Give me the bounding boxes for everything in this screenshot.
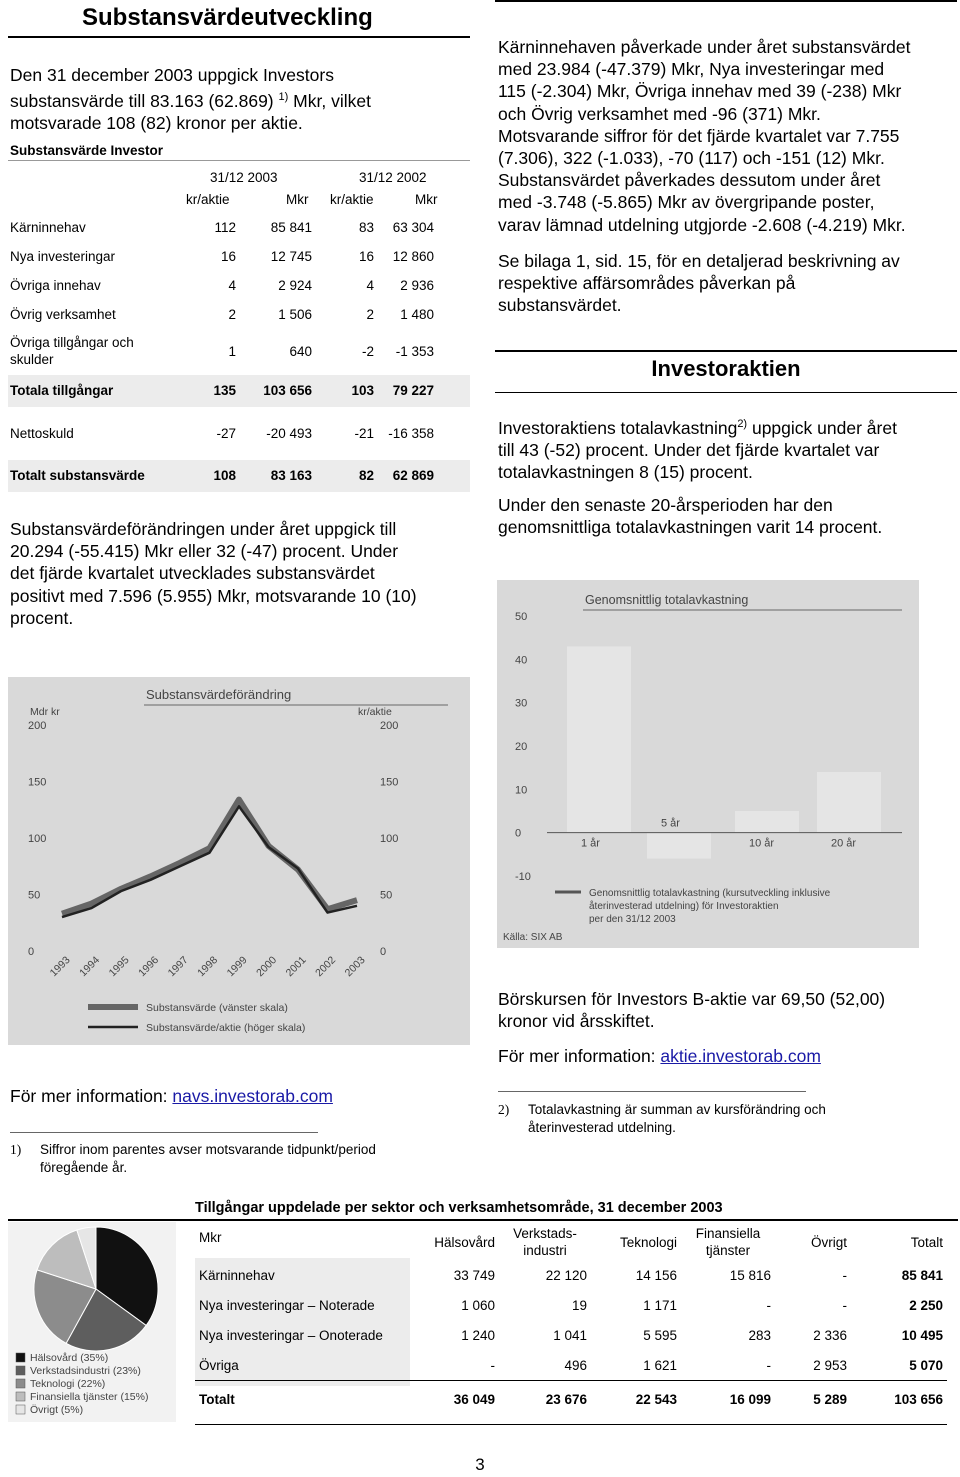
assets-table: [195, 1224, 947, 1419]
x-tick-label: 2001: [283, 954, 309, 980]
substansvarde-rows: [10, 213, 434, 373]
more-info-left: För mer information: navs.investorab.com: [10, 1086, 333, 1106]
legend-label: Övrigt (5%): [30, 1404, 84, 1416]
total-row: [10, 461, 434, 490]
assets-title: Tillgångar uppdelade per sektor och verksamhetsområde, 31 december 2003: [195, 1200, 723, 1216]
left-tick: 100: [28, 833, 47, 845]
right-top-rule: [495, 0, 957, 2]
assets-bottom-rule: [195, 1424, 947, 1425]
left-tick: 200: [28, 720, 47, 732]
pie-chart: [8, 1222, 176, 1422]
x-tick-label: 1995: [106, 954, 132, 980]
footnote-1: 1) Siffror inom parentes avser motsvarande tidpunkt/period föregående år.: [10, 1142, 376, 1175]
line-chart-svg: [8, 677, 470, 1045]
substansvarde-table: 31/12 2003 31/12 2002 kr/aktie Mkr kr/aktie Mkr: [186, 170, 438, 207]
table-row: Övriga innehav 4 2 924 4 2 936: [10, 278, 434, 293]
table-row: Övrig verksamhet 2 1 506 2 1 480: [10, 307, 434, 322]
bar-3: [735, 811, 799, 833]
x-tick-label: 1996: [136, 954, 162, 980]
legend-swatch: [16, 1379, 25, 1388]
page-number: 3: [475, 1455, 485, 1474]
x-tick-label: 2002: [313, 954, 339, 980]
table-row: Nya investeringar 16 12 745 16 12 860: [10, 249, 434, 264]
legend-swatch: [16, 1392, 25, 1401]
navs-link[interactable]: navs.investorab.com: [172, 1086, 333, 1106]
series-line-1: [62, 800, 357, 914]
line-chart: [8, 677, 470, 1045]
legend-label: Hälsovård (35%): [30, 1352, 109, 1364]
y-tick: 20: [515, 741, 528, 753]
right-tick: 50: [380, 889, 393, 902]
x-tick-label: 2000: [254, 954, 280, 980]
investor-paragraph-1: Investoraktiens totalavkastning$^{2)}$ uppgick under året till 43 (-52) procent. Under det fjärde kvartalet var totalavkastningen 8 (15) procent.: [498, 417, 897, 483]
chart-note: Genomsnittlig totalavkastning (kursutveckling inklusive: [589, 888, 831, 899]
boers-paragraph: Börskursen för Investors B-aktie var 69,50 (52,00) kronor vid årsskiftet.: [498, 989, 886, 1032]
series-line-2: [62, 806, 357, 917]
x-tick-label: 1998: [195, 954, 221, 980]
table-title: Substansvärde Investor: [10, 143, 164, 158]
table-row: Nettoskuld -27 -20 493 -21 -16 358: [10, 426, 434, 441]
investor-paragraph-2: Under den senaste 20-årsperioden har den genomsnittliga totalavkastningen varit 14 procent.: [498, 495, 883, 538]
table-row: Övriga - 496 1 621 - 2 953 5 070: [199, 1357, 943, 1373]
section-rule: [495, 350, 957, 352]
chart-title: Genomsnittlig totalavkastning: [585, 593, 749, 607]
substansvarde-total-rows: [10, 376, 434, 405]
legend-label: Finansiella tjänster (15%): [30, 1391, 149, 1403]
footnote-rule: [498, 1091, 806, 1092]
right-paragraph-2: Se bilaga 1, sid. 15, för en detaljerad beskrivning av respektive affärsområdes påverkan på substansvärdet.: [498, 251, 900, 316]
legend-swatch: [16, 1366, 25, 1375]
table-row: Totalt 36 049 23 676 22 543 16 099 5 289 103 656: [195, 1381, 947, 1419]
right-unit: kr/aktie: [358, 706, 392, 718]
table-row: Nya investeringar – Noterade 1 060 19 1 171 - - 2 250: [199, 1297, 943, 1313]
category-label: 5 år: [661, 817, 680, 830]
bar-2: [647, 833, 711, 859]
right-paragraph-1: Kärninnehaven påverkade under året substansvärdet med 23.984 (-47.379) Mkr, Nya investeringar med 115 (-2.304) Mkr, Övriga innehav med 39 (-238) Mkr och Övrig verksamhet med -96 (371) Mkr. Motsvarande siffror för det fjärde kvartalet var 7.755 (7.306), 322 (-1.033), -70 (117) och -151 (12) Mkr. Substansvärdet påverkades dessutom under året med -3.748 (-5.865) Mkr av övergripande poster, varav lämnad utdelning utgjorde -2.608 (-4.219) Mkr.: [498, 37, 911, 235]
intro-paragraph: Den 31 december 2003 uppgick Investors substansvärde till 83.163 (62.869) $^{1)}$ Mkr, vilket motsvarade 108 (82) kronor per aktie.: [10, 65, 371, 134]
nettoskuld-row: [10, 419, 434, 448]
category-label: 10 år: [749, 837, 775, 850]
category-label: 20 år: [831, 837, 857, 850]
right-tick: 200: [380, 720, 399, 732]
right-tick: 100: [380, 833, 399, 845]
x-tick-label: 1993: [47, 954, 73, 980]
legend-label: Teknologi (22%): [30, 1378, 106, 1390]
bar-4: [817, 772, 881, 833]
assets-header-row: Mkr Hälsovård Verkstads-industri Teknologi Finansiella tjänster Övrigt Totalt: [199, 1226, 943, 1258]
table-row: Kärninnehav 112 85 841 83 63 304: [10, 220, 434, 235]
y-tick: 40: [515, 654, 528, 667]
investor-section-title: Investoraktien: [651, 356, 801, 381]
y-tick: -10: [515, 871, 531, 883]
legend-swatch: [16, 1405, 25, 1414]
legend-label: Substansvärde/aktie (höger skala): [146, 1022, 306, 1034]
x-tick-label: 1994: [77, 954, 103, 980]
y-tick: 50: [515, 611, 528, 623]
chart-title: Substansvärdeförändring: [146, 687, 292, 702]
table-row: Totala tillgångar 135 103 656 103 79 227: [10, 383, 434, 398]
aktie-link[interactable]: aktie.investorab.com: [660, 1046, 821, 1066]
chart-note: återinvesterad utdelning) för Investoraktien: [589, 901, 779, 912]
pie-chart-svg: [8, 1222, 176, 1422]
table-row: Nya investeringar – Onoterade 1 240 1 041 5 595 283 2 336 10 495: [199, 1327, 943, 1343]
bar-chart-svg: [497, 580, 919, 948]
table-rule: [8, 160, 470, 161]
legend-swatch: [16, 1353, 25, 1362]
chart-source: Källa: SIX AB: [503, 932, 563, 943]
left-unit: Mdr kr: [30, 706, 60, 718]
left-tick: 0: [28, 946, 35, 958]
legend-label: Substansvärde (vänster skala): [146, 1002, 288, 1014]
col-date-2003: 31/12 2003: [210, 170, 278, 185]
section-rule: [495, 392, 957, 393]
left-tick: 50: [28, 889, 41, 902]
y-tick: 0: [515, 827, 522, 840]
title-bar: [8, 0, 470, 38]
chart-note: per den 31/12 2003: [589, 914, 676, 925]
bar-1: [567, 646, 631, 832]
page-title: Substansvärdeutveckling: [82, 4, 373, 31]
assets-rule: [8, 1219, 958, 1221]
bar-chart: [497, 580, 919, 948]
table-row: Totalt substansvärde 108 83 163 82 62 869: [10, 468, 434, 483]
y-tick: 30: [515, 697, 528, 710]
right-tick: 0: [380, 946, 387, 958]
x-tick-label: 2003: [342, 954, 368, 980]
change-paragraph: Substansvärdeförändringen under året uppgick till 20.294 (-55.415) Mkr eller 32 (-47) procent. Under det fjärde kvartalet utvecklades substansvärdet positivt med 7.596 (5.955) Mkr, motsvarande 10 (10) procent.: [10, 519, 417, 628]
y-tick: 10: [515, 784, 528, 797]
table-row: Kärninnehav 33 749 22 120 14 156 15 816 - 85 841: [199, 1267, 943, 1283]
left-tick: 150: [28, 776, 47, 789]
x-tick-label: 1997: [165, 954, 191, 980]
table-row: Övriga tillgångar och skulder 1 640 -2 -1 353: [10, 335, 434, 367]
footnote-rule: [10, 1132, 318, 1133]
x-tick-label: 1999: [224, 954, 250, 980]
legend-label: Verkstadsindustri (23%): [30, 1365, 141, 1377]
col-date-2002: 31/12 2002: [359, 170, 427, 185]
right-tick: 150: [380, 776, 399, 789]
footnote-2: 2) Totalavkastning är summan av kursförändring och återinvesterad utdelning.: [498, 1102, 826, 1135]
category-label: 1 år: [581, 837, 600, 850]
more-info-right: För mer information: aktie.investorab.com: [498, 1046, 821, 1066]
